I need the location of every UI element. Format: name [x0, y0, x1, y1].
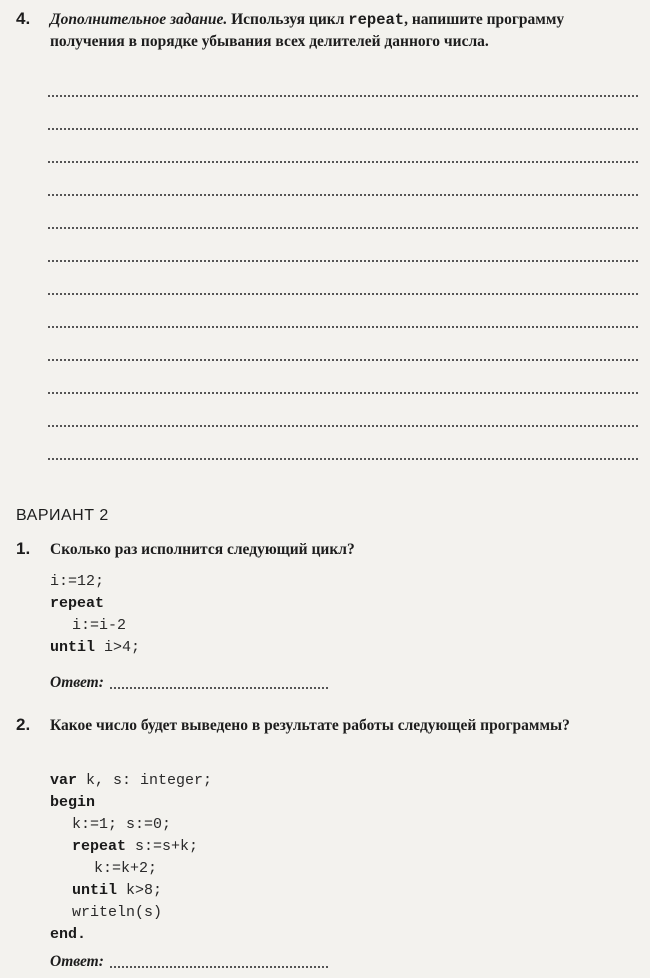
question-2-text [16, 714, 640, 736]
code-line [50, 924, 212, 946]
answer-field-1[interactable] [50, 674, 328, 692]
code-line: writeln(s) [72, 904, 163, 921]
task-4-text [16, 8, 640, 52]
code-keyword: end. [50, 926, 87, 943]
answer-label: Ответ: [50, 674, 104, 691]
answer-label: Ответ: [50, 953, 104, 970]
answer-line [48, 128, 638, 130]
answer-line [48, 227, 638, 229]
question-1 [16, 538, 640, 560]
code-keyword: repeat [50, 595, 105, 612]
answer-line [48, 260, 638, 262]
question-number: 1. [16, 539, 31, 558]
code-keyword: until [72, 882, 118, 899]
answer-line [48, 326, 638, 328]
code-line [50, 637, 140, 659]
task-title: Дополнительное задание. [50, 11, 228, 28]
code-block-2 [50, 770, 212, 946]
question-number: 2. [16, 715, 31, 734]
answer-field-2[interactable] [50, 953, 328, 971]
question-text: Сколько раз исполнится следующий цикл? [50, 541, 355, 558]
answer-line [48, 458, 638, 460]
code-line [50, 593, 140, 615]
code-keyword: repeat [72, 838, 127, 855]
answer-line [48, 425, 638, 427]
code-line [50, 770, 212, 792]
answer-line [48, 194, 638, 196]
code-line: i:=12; [50, 573, 105, 590]
code-block-1 [50, 571, 140, 659]
answer-line [48, 161, 638, 163]
variant-heading: ВАРИАНТ 2 [16, 507, 109, 524]
code-text: k>8; [117, 882, 163, 899]
task-text-part: Используя цикл [227, 11, 349, 28]
question-2 [16, 714, 640, 736]
code-text: k, s: integer; [77, 772, 213, 789]
code-line [50, 792, 212, 814]
task-4 [16, 8, 640, 52]
code-line [50, 836, 212, 858]
answer-line [48, 359, 638, 361]
code-keyword: begin [50, 794, 96, 811]
code-keyword: until [50, 639, 96, 656]
code-line: k:=1; s:=0; [72, 816, 172, 833]
code-line [50, 880, 212, 902]
answer-blank[interactable] [110, 966, 328, 968]
code-keyword: var [50, 772, 78, 789]
code-keyword: repeat [348, 11, 405, 29]
answer-line [48, 293, 638, 295]
answer-line [48, 392, 638, 394]
task-number: 4. [16, 9, 31, 28]
code-line: i:=i-2 [72, 617, 127, 634]
code-text: s:=s+k; [126, 838, 199, 855]
question-1-text [16, 538, 640, 560]
answer-line [48, 95, 638, 97]
code-text: i>4; [95, 639, 141, 656]
code-line: k:=k+2; [94, 860, 158, 877]
answer-blank[interactable] [110, 687, 328, 689]
task-text-part: , напишите программу получения в порядке убывания всех делителей данного числа. [50, 11, 565, 50]
question-text: Какое число будет выведено в результате работы следующей программы? [50, 717, 570, 734]
